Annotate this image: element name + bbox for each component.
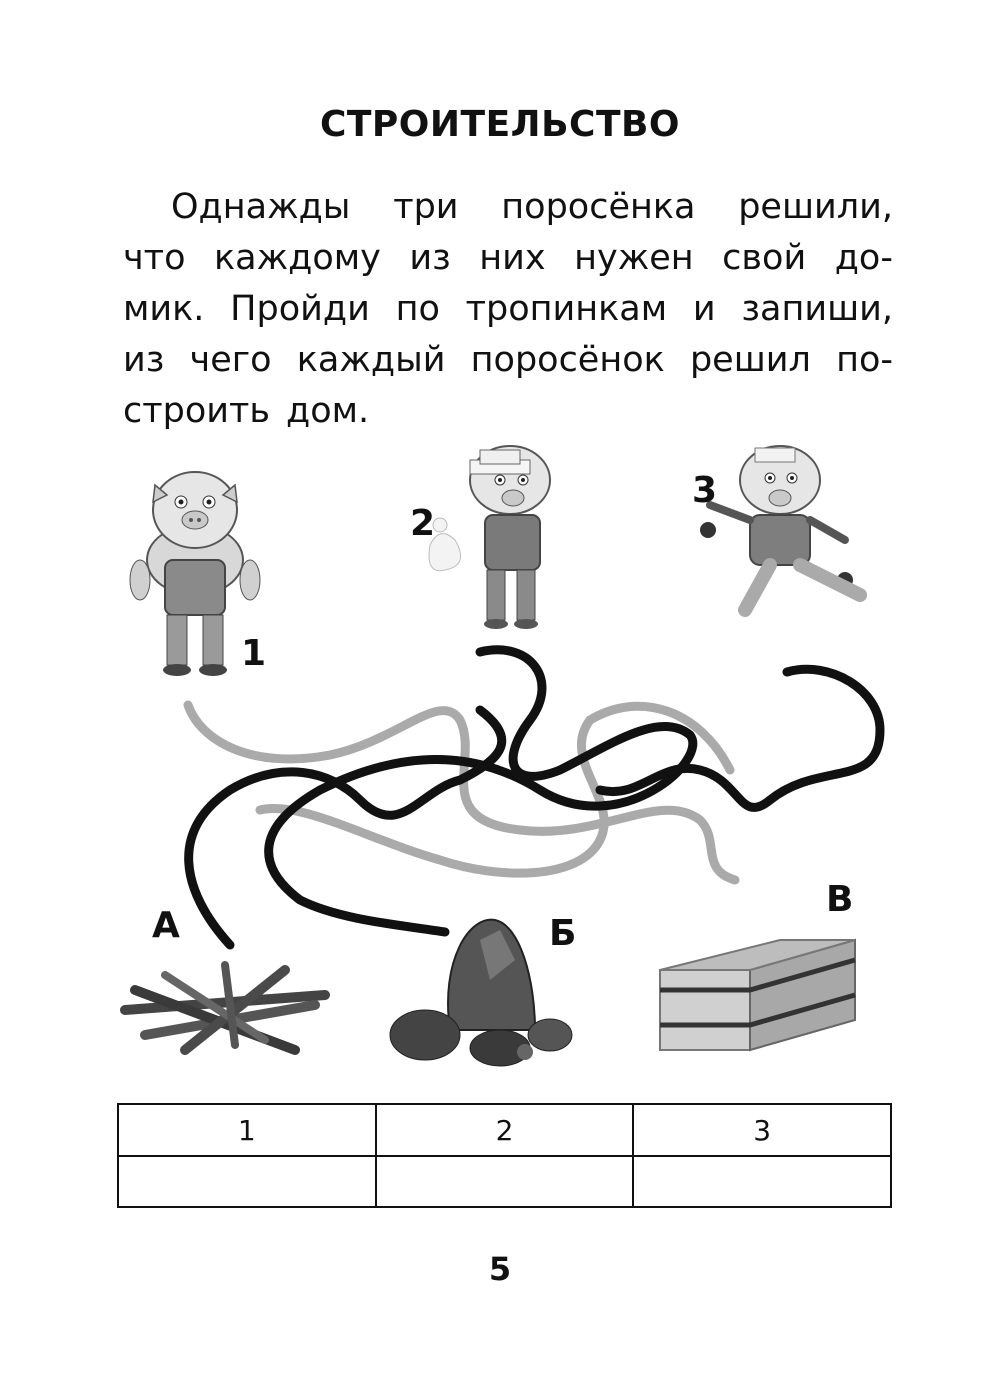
stone-pile-icon [390,920,572,1066]
word: три [393,187,459,227]
word: по- [836,340,893,380]
answer-table [117,1103,892,1208]
word: свой [722,238,807,278]
word: из [123,340,165,380]
word: поросёнка [501,187,696,227]
pig-2-number: 2 [410,503,436,544]
page-number: 5 [488,1250,512,1288]
word: них [479,238,546,278]
word: что [123,238,186,278]
sticks-pile-icon [125,965,325,1050]
word: каждому [214,238,381,278]
word: каждый [296,340,446,380]
maze-path [600,669,880,807]
word: Однажды [171,187,351,227]
answer-cell-2[interactable] [376,1156,634,1207]
word: из [409,238,451,278]
word: тропинкам [465,289,668,329]
word: запиши, [741,289,893,329]
word: и [692,289,716,329]
answer-table-header-row [118,1104,891,1156]
answer-table-header: 1 [118,1104,376,1156]
word: чего [189,340,272,380]
word: Пройди [230,289,370,329]
material-b-letter: Б [549,913,577,954]
straw-bale-icon [660,940,855,1050]
word: строить [123,391,271,431]
word: решили, [738,187,893,227]
pig-running-icon [700,446,860,610]
answer-cell-1[interactable] [118,1156,376,1207]
word: дом. [286,391,370,431]
pig-1-number: 1 [241,633,267,674]
page-title: СТРОИТЕЛЬСТВО [319,104,681,145]
word: нужен [574,238,694,278]
answer-table-header: 2 [376,1104,634,1156]
word: до- [834,238,893,278]
material-v-letter: В [826,879,854,920]
answer-table-input-row [118,1156,891,1207]
pig-with-hat-and-goose-icon [429,446,550,629]
maze-paths-dark [189,650,880,945]
word: по [395,289,440,329]
word: решил [689,340,811,380]
pig-3-number: 3 [692,470,718,511]
answer-table-header: 3 [633,1104,891,1156]
answer-cell-3[interactable] [633,1156,891,1207]
word: мик. [123,289,205,329]
material-a-letter: А [152,905,180,946]
word: поросёнок [470,340,665,380]
